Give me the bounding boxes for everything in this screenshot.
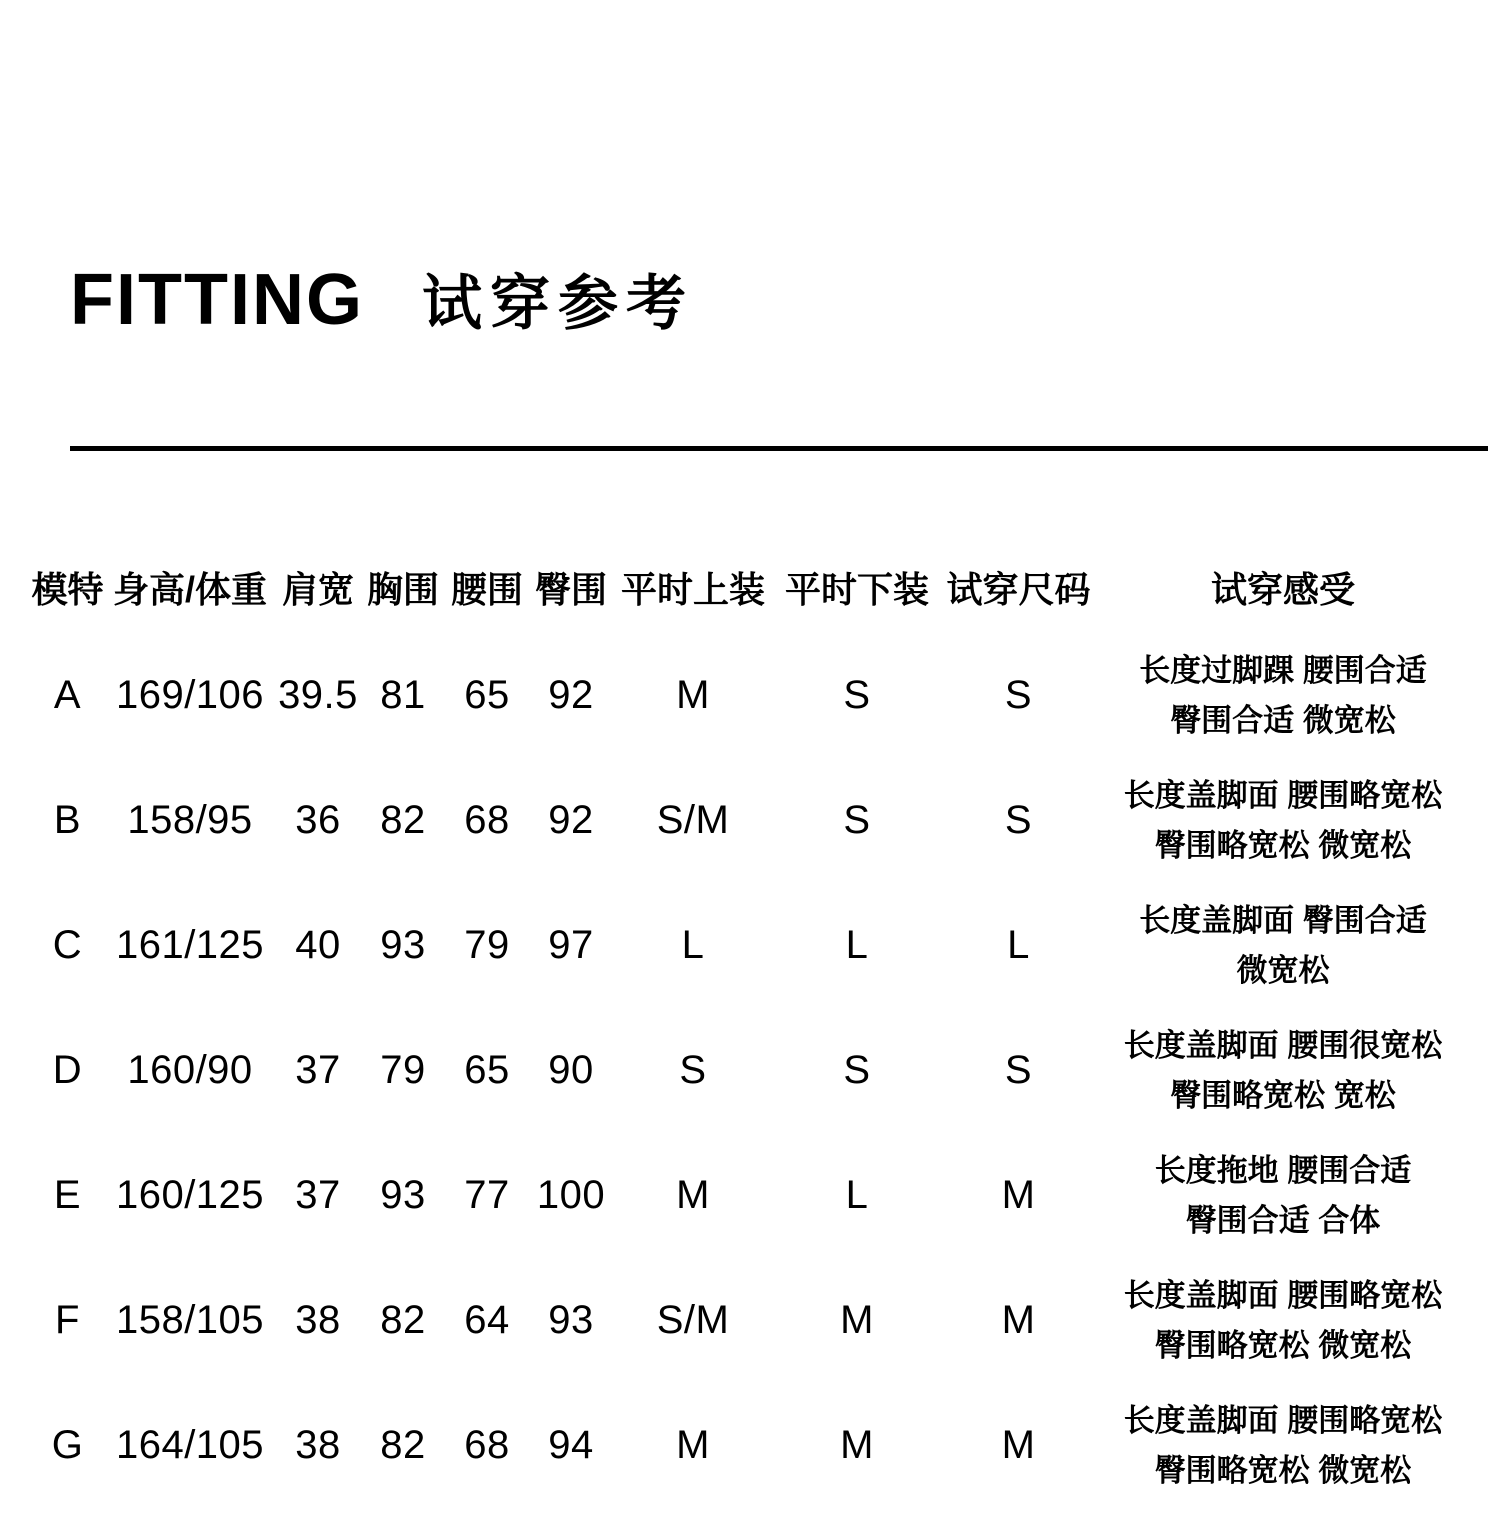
cell-height-weight: 160/125: [115, 1173, 265, 1217]
cell-fitting-size: L: [1007, 923, 1030, 967]
cell-hip: 93: [548, 1298, 594, 1342]
table-row: [30, 1383, 1470, 1508]
cell-usual-bottom-size: S: [843, 798, 871, 842]
fitting-feeling-line: 臀围合适 合体: [1185, 1202, 1381, 1238]
cell-fitting-size: M: [1001, 1173, 1036, 1217]
column-header-fitting-size: 试穿尺码: [946, 568, 1091, 610]
cell-fitting-size: M: [1001, 1298, 1036, 1342]
cell-height-weight: 160/90: [127, 1048, 253, 1092]
cell-usual-bottom-size: S: [843, 673, 871, 717]
cell-fitting-size: M: [1001, 1423, 1036, 1467]
column-header-waist: 腰围: [450, 568, 523, 610]
cell-fitting-feeling: [1096, 1021, 1470, 1121]
cell-hip: 92: [548, 673, 594, 717]
cell-model: B: [53, 798, 82, 842]
cell-hip: 100: [536, 1173, 606, 1217]
table-row: [30, 883, 1470, 1008]
cell-usual-bottom-size: S: [843, 1048, 871, 1092]
cell-fitting-size: S: [1004, 673, 1033, 717]
cell-waist: 77: [464, 1173, 510, 1217]
cell-fitting-feeling: [1096, 771, 1470, 871]
column-header-usual-bottom-size: 平时下装: [784, 568, 929, 610]
fitting-feeling-line: 臀围略宽松 宽松: [1170, 1077, 1396, 1113]
cell-usual-bottom-size: L: [845, 1173, 869, 1217]
cell-usual-top-size: M: [676, 1173, 710, 1217]
page-title: [70, 0, 1500, 340]
table-header-row: [30, 541, 1470, 633]
table-body: [30, 633, 1470, 1508]
table-row: [30, 633, 1470, 758]
cell-waist: 79: [464, 923, 510, 967]
cell-shoulder-width: 39.5: [278, 673, 358, 717]
cell-height-weight: 158/95: [127, 798, 253, 842]
table-row: [30, 758, 1470, 883]
page-title-en: FITTING: [70, 260, 364, 340]
cell-bust: 82: [380, 798, 426, 842]
fitting-table: [30, 541, 1470, 1508]
cell-fitting-feeling: [1096, 896, 1470, 996]
column-header-fitting-feeling: 试穿感受: [1210, 568, 1355, 610]
cell-usual-bottom-size: M: [840, 1298, 874, 1342]
fitting-feeling-line: 臀围略宽松 微宽松: [1154, 827, 1412, 863]
cell-hip: 92: [548, 798, 594, 842]
fitting-feeling-line: 长度盖脚面 腰围略宽松: [1123, 777, 1443, 813]
cell-shoulder-width: 37: [295, 1173, 341, 1217]
cell-bust: 82: [380, 1423, 426, 1467]
cell-waist: 65: [464, 673, 510, 717]
cell-height-weight: 164/105: [115, 1423, 265, 1467]
cell-usual-top-size: S/M: [656, 1298, 730, 1342]
cell-shoulder-width: 40: [295, 923, 341, 967]
cell-usual-top-size: S/M: [656, 798, 730, 842]
cell-waist: 68: [464, 798, 510, 842]
page-title-zh: 试穿参考: [421, 270, 694, 337]
cell-bust: 93: [380, 923, 426, 967]
cell-fitting-feeling: [1096, 1146, 1470, 1246]
cell-shoulder-width: 36: [295, 798, 341, 842]
cell-height-weight: 158/105: [115, 1298, 265, 1342]
column-header-shoulder-width: 肩宽: [281, 568, 354, 610]
title-divider-line: [70, 446, 1488, 451]
table-row: [30, 1008, 1470, 1133]
column-header-hip: 臀围: [534, 568, 607, 610]
cell-fitting-feeling: [1096, 1271, 1470, 1371]
table-row: [30, 1258, 1470, 1383]
column-header-usual-top-size: 平时上装: [620, 568, 765, 610]
cell-shoulder-width: 38: [295, 1298, 341, 1342]
cell-usual-top-size: M: [676, 673, 710, 717]
fitting-feeling-line: 臀围略宽松 微宽松: [1154, 1327, 1412, 1363]
fitting-feeling-line: 长度拖地 腰围合适: [1154, 1152, 1412, 1188]
cell-height-weight: 161/125: [115, 923, 265, 967]
cell-hip: 90: [548, 1048, 594, 1092]
cell-fitting-feeling: [1096, 1396, 1470, 1496]
cell-model: A: [53, 673, 82, 717]
cell-fitting-feeling: [1096, 646, 1470, 746]
cell-fitting-size: S: [1004, 798, 1033, 842]
fitting-feeling-line: 长度过脚踝 腰围合适: [1139, 652, 1427, 688]
cell-model: D: [52, 1048, 83, 1092]
cell-height-weight: 169/106: [115, 673, 265, 717]
fitting-feeling-line: 臀围合适 微宽松: [1170, 702, 1396, 738]
fitting-feeling-line: 长度盖脚面 臀围合适: [1139, 902, 1427, 938]
cell-usual-top-size: L: [681, 923, 705, 967]
fitting-feeling-line: 长度盖脚面 腰围很宽松: [1123, 1027, 1443, 1063]
fitting-feeling-line: 长度盖脚面 腰围略宽松: [1123, 1277, 1443, 1313]
cell-bust: 93: [380, 1173, 426, 1217]
cell-bust: 82: [380, 1298, 426, 1342]
cell-shoulder-width: 38: [295, 1423, 341, 1467]
cell-bust: 81: [380, 673, 426, 717]
cell-model: F: [55, 1298, 80, 1342]
column-header-model: 模特: [31, 568, 104, 610]
fitting-feeling-line: 臀围略宽松 微宽松: [1154, 1452, 1412, 1488]
cell-usual-bottom-size: M: [840, 1423, 874, 1467]
fitting-feeling-line: 微宽松: [1236, 952, 1330, 988]
cell-waist: 65: [464, 1048, 510, 1092]
cell-model: G: [51, 1423, 84, 1467]
cell-hip: 94: [548, 1423, 594, 1467]
table-row: [30, 1133, 1470, 1258]
cell-usual-top-size: S: [679, 1048, 707, 1092]
cell-usual-bottom-size: L: [845, 923, 869, 967]
cell-model: C: [52, 923, 83, 967]
cell-usual-top-size: M: [676, 1423, 710, 1467]
cell-hip: 97: [548, 923, 594, 967]
column-header-bust: 胸围: [366, 568, 439, 610]
column-header-height-weight: 身高/体重: [112, 568, 267, 610]
cell-waist: 68: [464, 1423, 510, 1467]
cell-bust: 79: [380, 1048, 426, 1092]
cell-model: E: [53, 1173, 82, 1217]
fitting-feeling-line: 长度盖脚面 腰围略宽松: [1123, 1402, 1443, 1438]
cell-fitting-size: S: [1004, 1048, 1033, 1092]
cell-waist: 64: [464, 1298, 510, 1342]
cell-shoulder-width: 37: [295, 1048, 341, 1092]
